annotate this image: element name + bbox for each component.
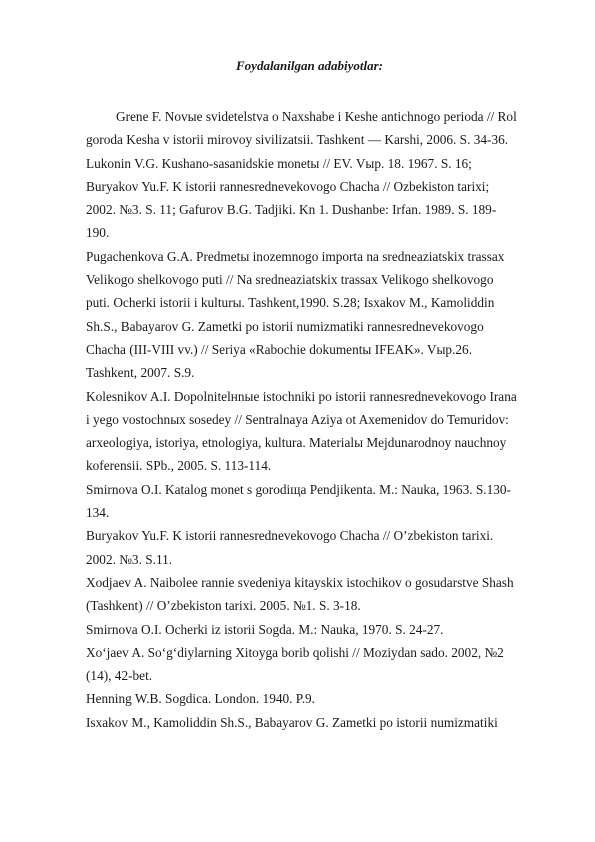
reference-list — [86, 105, 556, 734]
reference-line: i yego vostochnыx sosedey // Sentralnaya Aziya ot Axemenidov do Temuridov: — [86, 411, 509, 427]
reference-line: Henning W.B. Sogdica. London. 1940. P.9. — [86, 691, 316, 707]
reference-line: 134. — [86, 505, 110, 521]
reference-line: koferensii. SPb., 2005. S. 113-114. — [86, 458, 272, 474]
reference-line: Chacha (III-VIII vv.) // Seriya «Rabochie dokumentы IFEAK». Vыp.26. — [86, 341, 473, 357]
reference-line: Buryakov Yu.F. K istorii rannesrednevekovogo Chacha // O’zbekiston tarixi. — [86, 528, 494, 544]
reference-line: Isxakov M., Kamoliddin Sh.S., Babayarov G. Zametki po istorii numizmatiki — [86, 714, 498, 730]
reference-line: 2002. №3. S.11. — [86, 551, 173, 567]
reference-line: Smirnova O.I. Katalog monet s gorodiщa Pendjikenta. M.: Nauka, 1963. S.130- — [86, 481, 511, 497]
reference-line: Xodjaev A. Naibolee rannie svedeniya kitayskix istochikov o gosudarstve Shash — [86, 574, 514, 590]
reference-line: Xo‘jaev A. So‘g‘diylarning Xitoyga borib qolishi // Moziydan sado. 2002, №2 — [86, 644, 504, 660]
reference-line: goroda Kesha v istorii mirovoy sivilizatsii. Tashkent — Karshi, 2006. S. 34-36. — [86, 132, 509, 148]
reference-line: puti. Ocherki istorii i kulturы. Tashkent,1990. S.28; Isxakov M., Kamoliddin — [86, 295, 495, 311]
reference-line: Sh.S., Babayarov G. Zametki po istorii numizmatiki rannesrednevekovogo — [86, 318, 484, 334]
reference-line: Velikogo shelkovogo puti // Na sredneaziatskix trassax Velikogo shelkovogo — [86, 272, 494, 288]
reference-line: Buryakov Yu.F. K istorii rannesrednevekovogo Chacha // Ozbekiston tarixi; — [86, 178, 490, 194]
reference-line: arxeologiya, istoriya, etnologiya, kultura. Materialы Mejdunarodnoy nauchnoy — [86, 435, 507, 451]
reference-line: 2002. №3. S. 11; Gafurov B.G. Tadjiki. Kn 1. Dushanbe: Irfan. 1989. S. 189- — [86, 202, 497, 218]
reference-line: (14), 42-bet. — [86, 668, 153, 684]
reference-line: Grene F. Novыe svidetelstva o Naxshabe i Keshe antichnogo perioda // Rol — [116, 109, 517, 124]
reference-line: Lukonin V.G. Kushano-sasanidskie monetы // EV. Vыp. 18. 1967. S. 16; — [86, 155, 472, 171]
reference-line: Kolesnikov A.I. Dopolnitelнnыe istochniki po istorii rannesrednevekovogo Irana — [86, 388, 517, 404]
reference-line: (Tashkent) // O’zbekiston tarixi. 2005. №1. S. 3-18. — [86, 598, 361, 614]
reference-line: Pugachenkova G.A. Predmetы inozemnogo importa na sredneaziatskix trassax — [86, 248, 505, 264]
page-title: Foydalanilgan adabiyotlar: — [236, 58, 383, 73]
reference-line: Smirnova O.I. Ocherki iz istorii Sogda. M.: Nauka, 1970. S. 24-27. — [86, 621, 444, 637]
reference-line: Tashkent, 2007. S.9. — [86, 365, 195, 381]
reference-line: 190. — [86, 225, 110, 241]
